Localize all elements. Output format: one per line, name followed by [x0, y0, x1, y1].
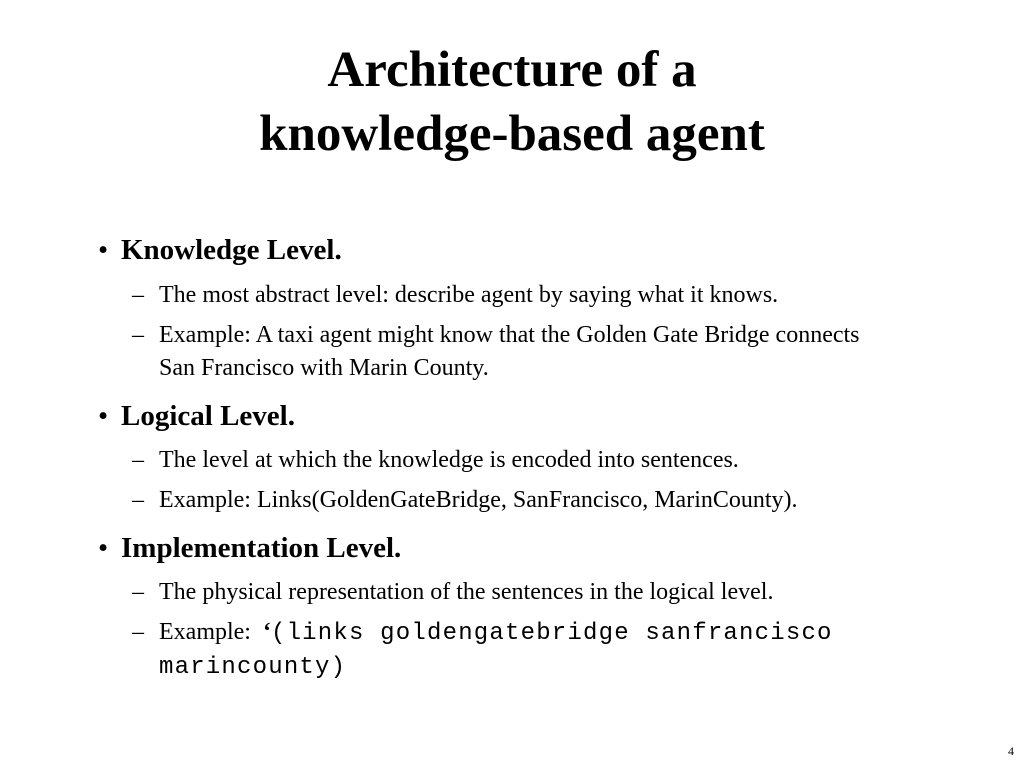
bullet-heading: Logical Level.: [121, 400, 295, 432]
sub-item-text: Example: Links(GoldenGateBridge, SanFrancisco, MarinCounty).: [159, 487, 798, 513]
dash-symbol: –: [132, 447, 144, 473]
dash-symbol: –: [132, 619, 144, 645]
bullet-symbol: •: [98, 400, 109, 432]
page-number: 4: [1008, 744, 1014, 758]
example-quote: ‘: [262, 619, 271, 645]
sub-item: [132, 484, 952, 517]
example-code: (links goldengatebridge sanfrancisco marincounty): [159, 620, 833, 681]
sub-item-text: The most abstract level: describe agent by saying what it knows.: [159, 282, 779, 308]
bullet-heading: Knowledge Level.: [121, 234, 342, 266]
bullet-symbol: •: [98, 234, 109, 266]
sub-item-text: [159, 616, 932, 684]
sub-item-text: The level at which the knowledge is encoded into sentences.: [159, 447, 739, 473]
sub-item: [132, 576, 952, 609]
slide-title-line-2: knowledge-based agent: [259, 106, 765, 162]
sub-item-code-example: [132, 616, 932, 684]
example-prefix: Example:: [159, 619, 251, 645]
sub-item: [132, 319, 892, 385]
dash-symbol: –: [132, 579, 144, 605]
sub-item: [132, 444, 952, 477]
sub-item-text: The physical representation of the sentences in the logical level.: [159, 579, 774, 605]
sub-item-text: Example: A taxi agent might know that the Golden Gate Bridge connects San Francisco with Marin County.: [159, 322, 860, 381]
bullet-heading: Implementation Level.: [121, 532, 402, 564]
dash-symbol: –: [132, 487, 144, 513]
dash-symbol: –: [132, 282, 144, 308]
dash-symbol: –: [132, 322, 144, 348]
sub-item: [132, 279, 952, 312]
slide-title-line-1: Architecture of a: [327, 42, 697, 98]
bullet-symbol: •: [98, 532, 109, 564]
